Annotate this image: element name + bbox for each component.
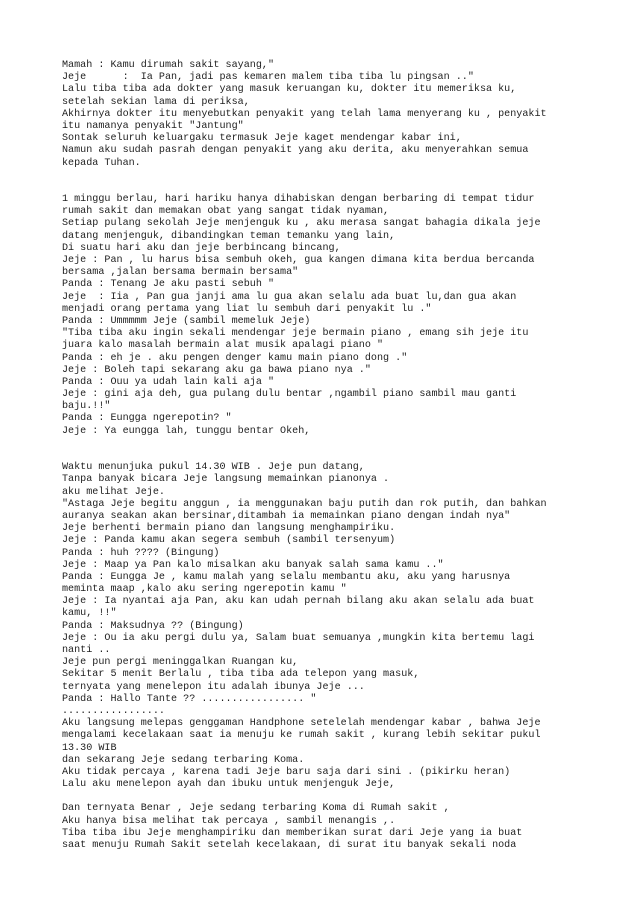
text-line: datang menjenguk, dibandingkan teman temanku yang lain, <box>62 230 396 242</box>
text-line: Aku hanya bisa melihat tak percaya , sambil menangis ,. <box>62 815 396 827</box>
text-line: mengalami kecelakaan saat ia menuju ke rumah sakit , kurang lebih sekitar pukul <box>62 730 541 742</box>
text-line: Panda : eh je . aku pengen denger kamu main piano dong ." <box>62 352 408 364</box>
paragraph-gap <box>62 438 582 462</box>
text-line: auranya seakan akan bersinar,ditambah ia memainkan piano dengan indah nya" <box>62 510 511 522</box>
text-line: baju.!!" <box>62 401 111 413</box>
text-line: Tiba tiba ibu Jeje menghampiriku dan memberikan surat dari Jeje yang ia buat <box>62 827 523 839</box>
text-line: juara kalo masalah bermain alat musik apalagi piano " <box>62 340 384 352</box>
text-line: Panda : Ouu ya udah lain kali aja " <box>62 376 275 388</box>
text-line: "Astaga Jeje begitu anggun , ia menggunakan baju putih dan rok putih, dan bahkan <box>62 498 547 510</box>
text-line: Jeje : Ia Pan, jadi pas kemaren malem tiba tiba lu pingsan .." <box>62 72 474 84</box>
text-line: saat menuju Rumah Sakit setelah kecelakaan, di surat itu banyak sekali noda <box>62 840 517 852</box>
paragraph <box>62 60 582 170</box>
text-line: rumah sakit dan memakan obat yang sangat tidak nyaman, <box>62 206 390 218</box>
text-line: 13.30 WIB <box>62 742 117 754</box>
paragraph <box>62 194 582 438</box>
text-line: Jeje pun pergi meninggalkan Ruangan ku, <box>62 657 299 669</box>
text-line: "Tiba tiba aku ingin sekali mendengar jeje bermain piano , emang sih jeje itu <box>62 328 529 340</box>
text-line: Panda : Maksudnya ?? (Bingung) <box>62 620 244 632</box>
text-line: Jeje : Panda kamu akan segera sembuh (sambil tersenyum) <box>62 535 396 547</box>
paragraph <box>62 803 582 852</box>
text-line: Panda : huh ???? (Bingung) <box>62 547 220 559</box>
text-line: Jeje : Ya eungga lah, tunggu bentar Okeh, <box>62 425 311 437</box>
text-line: Jeje : Iia , Pan gua janji ama lu gua akan selalu ada buat lu,dan gua akan <box>62 291 517 303</box>
text-line: Lalu aku menelepon ayah dan ibuku untuk menjenguk Jeje, <box>62 779 396 791</box>
text-line: Mamah : Kamu dirumah sakit sayang," <box>62 60 275 71</box>
text-line: Panda : Ummmmm Jeje (sambil memeluk Jeje) <box>62 315 311 327</box>
paragraph-gap <box>62 791 582 803</box>
text-line: kepada Tuhan. <box>62 157 141 169</box>
text-line: kamu, !!" <box>62 608 117 620</box>
paragraph-gap <box>62 170 582 194</box>
text-line: Aku tidak percaya , karena tadi Jeje baru saja dari sini . (pikirku heran) <box>62 766 511 778</box>
text-line: bersama ,jalan bersama bermain bersama" <box>62 267 299 279</box>
text-line: Jeje : Ia nyantai aja Pan, aku kan udah pernah bilang aku akan selalu ada buat <box>62 596 535 608</box>
text-line: Panda : Tenang Je aku pasti sebuh " <box>62 279 275 291</box>
text-line: nanti .. <box>62 645 111 657</box>
text-line: menjadi orang pertama yang liat lu sembuh dari penyakit lu ." <box>62 303 432 315</box>
text-line: ................. <box>62 705 165 717</box>
text-line: Aku langsung melepas genggaman Handphone setelelah mendengar kabar , bahwa Jeje <box>62 718 541 730</box>
text-line: Sontak seluruh keluargaku termasuk Jeje kaget mendengar kabar ini, <box>62 133 462 145</box>
text-line: ternyata yang menelepon itu adalah ibunya Jeje ... <box>62 681 365 693</box>
text-line: Jeje : Maap ya Pan kalo misalkan aku banyak salah sama kamu .." <box>62 559 444 571</box>
text-line: setelah sekian lama di periksa, <box>62 96 250 108</box>
text-line: Panda : Eungga ngerepotin? " <box>62 413 232 425</box>
text-line: Lalu tiba tiba ada dokter yang masuk keruangan ku, dokter itu memeriksa ku, <box>62 84 517 96</box>
paragraph <box>62 462 582 791</box>
text-line: Sekitar 5 menit Berlalu , tiba tiba ada telepon yang masuk, <box>62 669 420 681</box>
text-line: Jeje : Boleh tapi sekarang aku ga bawa piano nya ." <box>62 364 371 376</box>
text-line: 1 minggu berlau, hari hariku hanya dihabiskan dengan berbaring di tempat tidur <box>62 194 535 206</box>
text-line: Dan ternyata Benar , Jeje sedang terbaring Koma di Rumah sakit , <box>62 803 450 815</box>
text-line: itu namanya penyakit "Jantung" <box>62 120 244 132</box>
text-line: Tanpa banyak bicara Jeje langsung memainkan pianonya . <box>62 474 390 486</box>
text-line: Panda : Eungga Je , kamu malah yang selalu membantu aku, aku yang harusnya <box>62 571 511 583</box>
document-body <box>62 60 582 852</box>
text-line: Panda : Hallo Tante ?? ................. " <box>62 693 317 705</box>
text-line: Akhirnya dokter itu menyebutkan penyakit yang telah lama menyerang ku , penyakit <box>62 108 547 120</box>
text-line: Waktu menunjuka pukul 14.30 WIB . Jeje pun datang, <box>62 462 365 474</box>
text-line: Di suatu hari aku dan jeje berbincang bincang, <box>62 242 341 254</box>
text-line: dan sekarang Jeje sedang terbaring Koma. <box>62 754 305 766</box>
text-line: aku melihat Jeje. <box>62 486 165 498</box>
text-line: Namun aku sudah pasrah dengan penyakit yang aku derita, aku menyerahkan semua <box>62 145 529 157</box>
text-line: Jeje berhenti bermain piano dan langsung menghampiriku. <box>62 523 396 535</box>
text-line: Setiap pulang sekolah Jeje menjenguk ku , aku merasa sangat bahagia dikala jeje <box>62 218 541 230</box>
text-line: Jeje : gini aja deh, gua pulang dulu bentar ,ngambil piano sambil mau ganti <box>62 389 517 401</box>
text-line: meminta maap ,kalo aku sering ngerepotin kamu " <box>62 584 347 596</box>
text-line: Jeje : Ou ia aku pergi dulu ya, Salam buat semuanya ,mungkin kita bertemu lagi <box>62 632 535 644</box>
text-line: Jeje : Pan , lu harus bisa sembuh okeh, gua kangen dimana kita berdua bercanda <box>62 255 535 267</box>
